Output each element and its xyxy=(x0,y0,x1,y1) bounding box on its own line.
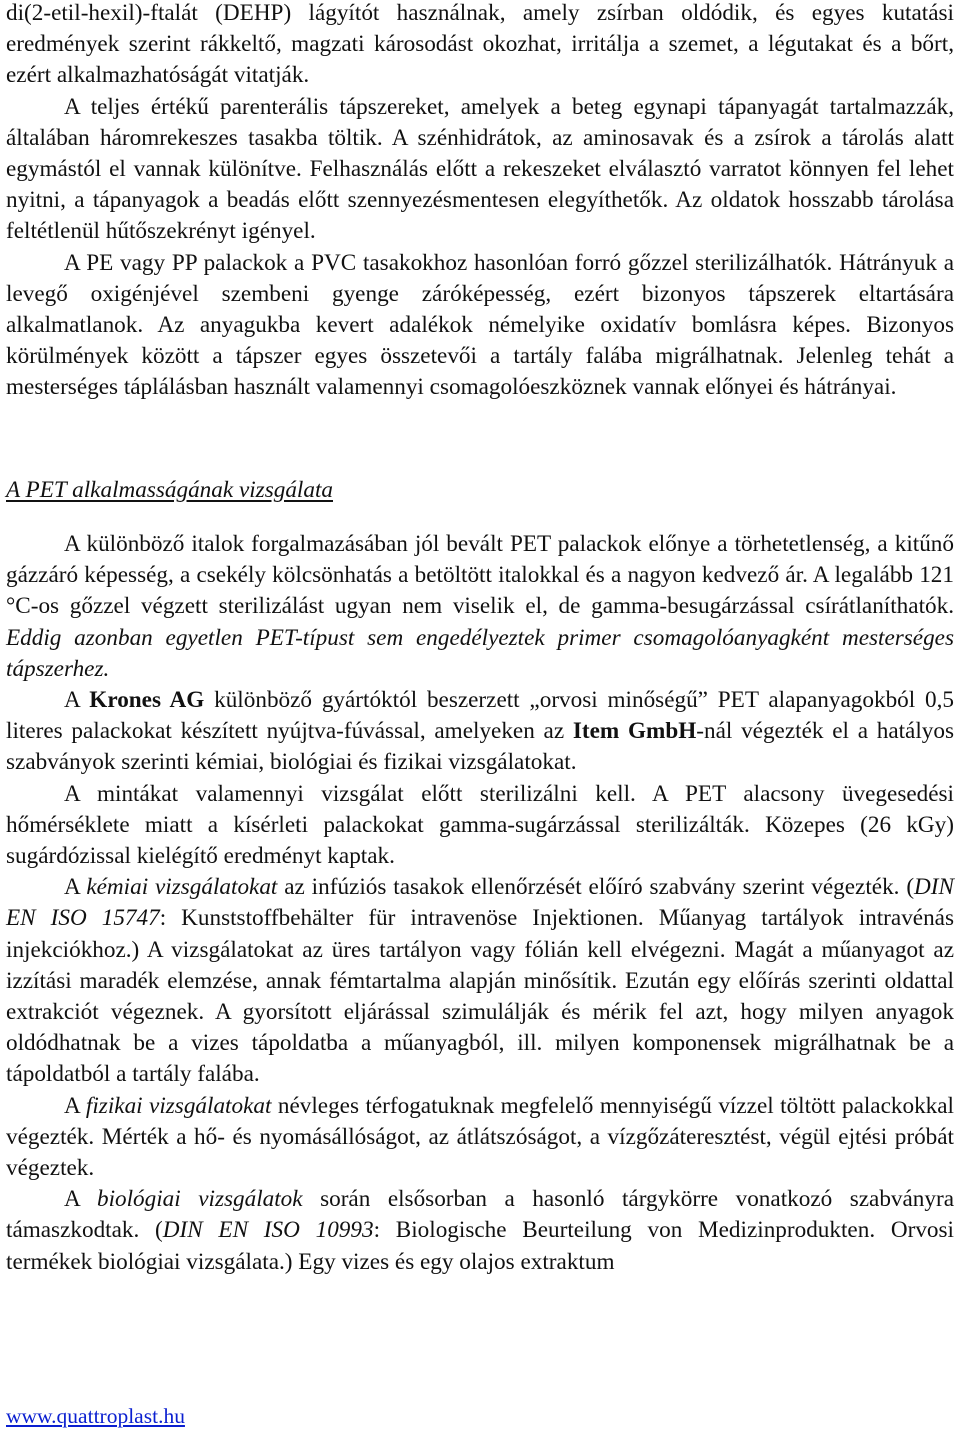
section-text-block xyxy=(6,529,954,1278)
section-paragraph-2-text-c: -nál végezték el a hatályos szabványok szerinti kémiai, biológiai és fizikai vizsgálatokat. xyxy=(6,718,955,776)
intro-text-block xyxy=(6,0,954,404)
physical-tests-term: fizikai vizsgálatokat xyxy=(85,1092,272,1119)
section-paragraph-3: A mintákat valamennyi vizsgálat előtt sterilizálni kell. A PET alacsony üvegesedési hőmérséklete miatt a kísérleti palackokat gamma-sugárzással sterilizálták. Közepes (26 kGy) sugárdózissal kielégítő eredményt kaptak. xyxy=(6,780,954,870)
section-paragraph-1-italic: Eddig azonban egyetlen PET-típust sem engedélyeztek primer csomagolóanyagként mesterséges tápszerhez. xyxy=(6,624,954,682)
section-heading: A PET alkalmasságának vizsgálata xyxy=(6,477,333,503)
section-paragraph-4-text-a: A xyxy=(64,874,87,901)
section-paragraph-1-text: A különböző italok forgalmazásában jól bevált PET palackok előnye a törhetetlenség, a kitűnő gázzáró képesség, a csekély kölcsönhatás a betöltött italokkal és a nagyon kedvező ár. A legalább 121 °C-os gőzzel végzett sterilizálást ugyan nem viselik el, de gamma-besugárzással csírátlaníthatók. xyxy=(6,531,954,620)
section-paragraph-2-text-a: A xyxy=(64,687,90,714)
footer-website-link[interactable]: www.quattroplast.hu xyxy=(6,1404,185,1428)
section-paragraph-5-text-a: A xyxy=(64,1092,86,1119)
intro-paragraph-3: A PE vagy PP palackok a PVC tasakokhoz hasonlóan forró gőzzel sterilizálhatók. Hátrányuk a levegő oxigénjével szembeni gyenge záróképesség, ezért bizonyos tápszerek eltartására alkalmatlanok. Az anyagukba kevert adalékok némelyike oxidatív bomlásra képes. Bizonyos körülmények között a tápszer egyes összetevői a tartály falába migrálhatnak. Jelenleg tehát a mesterséges táplálásban használt valamennyi csomagolóeszköznek vannak előnyei és hátrányai. xyxy=(6,249,954,401)
section-paragraph-2 xyxy=(6,685,954,779)
company-name-item: Item GmbH xyxy=(572,718,697,745)
section-paragraph-1 xyxy=(6,529,954,685)
section-paragraph-2-text-b: különböző gyártóktól beszerzett „orvosi minőségű” PET alapanyagokból 0,5 literes palackokat készített nyújtva-fúvással, amelyeken az xyxy=(6,687,954,745)
section-paragraph-4 xyxy=(6,872,954,1090)
standard-din-en-iso-10993: DIN EN ISO 10993 xyxy=(162,1217,374,1244)
section-paragraph-6-text-a: A xyxy=(64,1186,97,1213)
section-paragraph-4-text-c: : Kunststoffbehälter für intravenöse Injektionen. Műanyag tartályok intravénás injekciókhoz.) A vizsgálatokat az üres tartályon vagy fólián kell elvégezni. Magát a műanyagot az izzítási maradék elemzése, annak fémtartalma alapján minősítik. Ezután egy előírás szerinti oldattal extrakciót végeznek. A gyorsított eljárással szimulálják és mérik fel azt, hogy milyen anyagok oldódhatnak be a vizes tápoldatba a műanyagból, ill. milyen komponensek migrálhatnak be a tápoldatból a tartály falába. xyxy=(6,905,954,1088)
intro-paragraph-2: A teljes értékű parenterális tápszereket, amelyek a beteg egynapi tápanyagát tartalmazzák, általában háromrekeszes tasakba töltik. A szénhidrátok, az aminosavak és a zsírok a tárolás alatt egymástól el vannak különítve. Felhasználás előtt a rekeszeket elválasztó varratot könnyen fel lehet nyitni, a tápanyagok a beadás előtt szennyezésmentesen elegyíthetők. Az oldatok hosszabb tárolása feltétlenül hűtőszekrényt igényel. xyxy=(6,93,954,245)
chemical-tests-term: kémiai vizsgálatokat xyxy=(86,874,278,901)
standard-din-en-iso-15747: DIN EN ISO 15747 xyxy=(6,874,954,932)
company-name-krones: Krones AG xyxy=(89,687,205,714)
section-paragraph-6-text-b: során elsősorban a hasonló tárgykörre vonatkozó szabványra támaszkodtak. ( xyxy=(6,1186,955,1244)
section-paragraph-5 xyxy=(6,1091,954,1185)
intro-paragraph-1: di(2-etil-hexil)-ftalát (DEHP) lágyítót használnak, amely zsírban oldódik, és egyes kutatási eredmények szerint rákkeltő, magzati károsodást okozhat, irritálja a szemet, a légutakat és a bőrt, ezért alkalmazhatóságát vitatják. xyxy=(6,0,954,89)
section-paragraph-4-text-b: az infúziós tasakok ellenőrzését előíró szabvány szerint végezték. ( xyxy=(277,874,915,901)
section-paragraph-6-text-c: : Biologische Beurteilung von Medizinprodukten. Orvosi termékek biológiai vizsgálata.) Egy vizes és egy olajos extraktum xyxy=(6,1217,954,1275)
section-paragraph-5-text-b: névleges térfogatuknak megfelelő mennyiségű vízzel töltött palackokkal végezték. Mérték a hő- és nyomásállóságot, az átlátszóságot, a vízgőzáteresztést, végül ejtési próbát végeztek. xyxy=(6,1092,955,1182)
biological-tests-term: biológiai vizsgálatok xyxy=(96,1186,303,1213)
section-paragraph-6 xyxy=(6,1184,954,1278)
